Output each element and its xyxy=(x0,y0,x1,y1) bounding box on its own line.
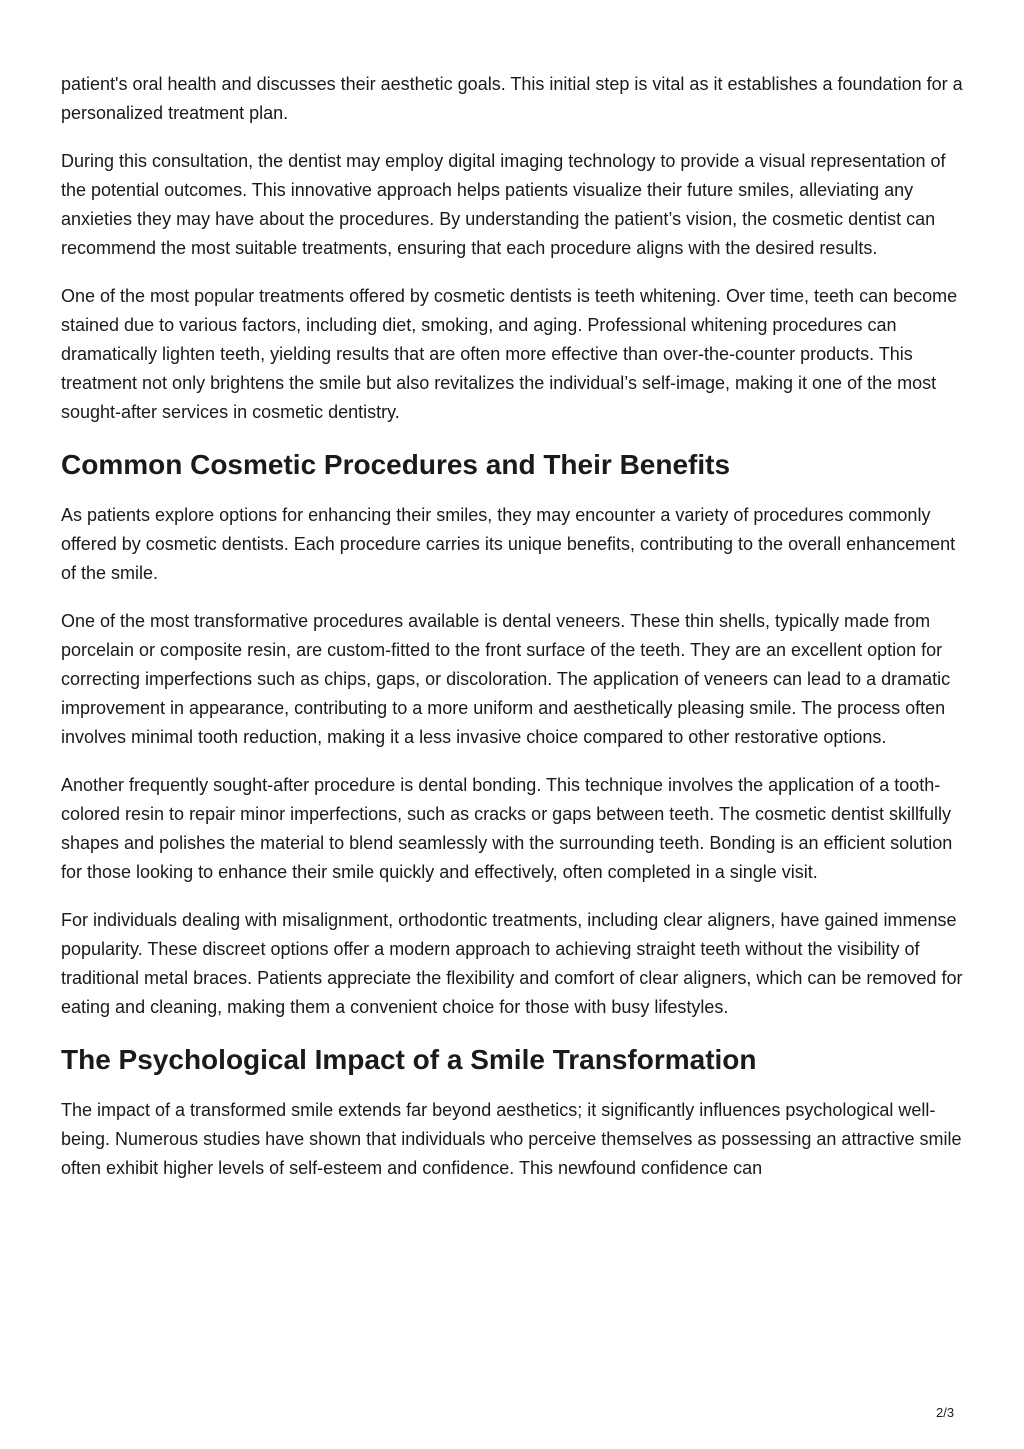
paragraph-procedures-intro: As patients explore options for enhancing their smiles, they may encounter a variety of procedures commonly offered by cosmetic dentists. Each procedure carries its unique benefits, contributing to the overall enhancement of the smile. xyxy=(61,505,956,583)
heading-psychological-impact: The Psychological Impact of a Smile Transformation xyxy=(61,1044,757,1075)
paragraph-psychological-impact: The impact of a transformed smile extends far beyond aesthetics; it significantly influences psychological well-being. Numerous studies have shown that individuals who perceive themselves as possessing an attractive smile often exhibit higher levels of self-esteem and confidence. This newfound confidence can xyxy=(61,1100,962,1178)
paragraph-veneers: One of the most transformative procedures available is dental veneers. These thin shells, typically made from porcelain or composite resin, are custom-fitted to the front surface of the teeth. They are an excellent option for correcting imperfections such as chips, gaps, or discoloration. The application of veneers can lead to a dramatic improvement in appearance, contributing to a more uniform and aesthetically pleasing smile. The process often involves minimal tooth reduction, making it a less invasive choice compared to other restorative options. xyxy=(61,611,951,747)
page-number: 2/3 xyxy=(936,1405,955,1420)
paragraph-aligners: For individuals dealing with misalignment, orthodontic treatments, including clear aligners, have gained immense popularity. These discreet options offer a modern approach to achieving straight teeth without the visibility of traditional metal braces. Patients appreciate the flexibility and comfort of clear aligners, which can be removed for eating and cleaning, making them a convenient choice for those with busy lifestyles. xyxy=(61,910,963,1017)
heading-common-procedures: Common Cosmetic Procedures and Their Benefits xyxy=(61,449,731,480)
paragraph-teeth-whitening: One of the most popular treatments offered by cosmetic dentists is teeth whitening. Over time, teeth can become stained due to various factors, including diet, smoking, and aging. Professional whitening procedures can dramatically lighten teeth, yielding results that are often more effective than over-the-counter products. This treatment not only brightens the smile but also revitalizes the individual’s self-image, making it one of the most sought-after services in cosmetic dentistry. xyxy=(61,286,958,422)
document-body xyxy=(61,70,967,1202)
paragraph-bonding: Another frequently sought-after procedure is dental bonding. This technique involves the application of a tooth-colored resin to repair minor imperfections, such as cracks or gaps between teeth. The cosmetic dentist skillfully shapes and polishes the material to blend seamlessly with the surrounding teeth. Bonding is an efficient solution for those looking to enhance their smile quickly and effectively, often completed in a single visit. xyxy=(61,775,953,882)
paragraph-consultation: During this consultation, the dentist may employ digital imaging technology to provide a visual representation of the potential outcomes. This innovative approach helps patients visualize their future smiles, alleviating any anxieties they may have about the procedures. By understanding the patient’s vision, the cosmetic dentist can recommend the most suitable treatments, ensuring that each procedure aligns with the desired results. xyxy=(61,151,946,258)
paragraph-oral-health: patient's oral health and discusses their aesthetic goals. This initial step is vital as it establishes a foundation for a personalized treatment plan. xyxy=(61,74,963,123)
